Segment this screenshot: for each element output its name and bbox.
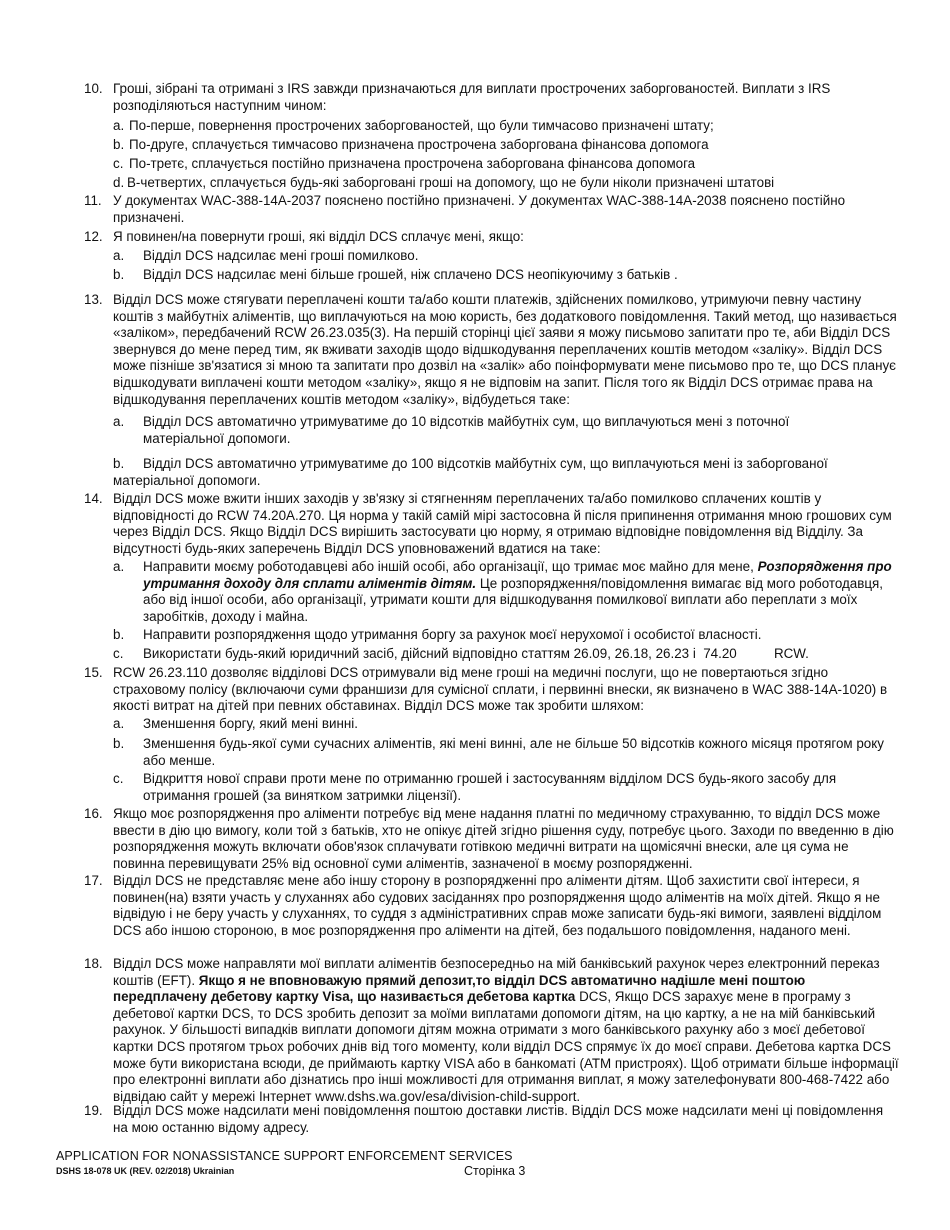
sub-label: b. [113, 736, 125, 751]
sub-text: По-третє, сплачується постійно призначена прострочена заборгована фінансова допомога [129, 156, 696, 171]
item-number: 13. [84, 292, 103, 307]
sub-text: Зменшення будь-якої суми сучасних аліментів, які мені винні, але не більше 50 відсотків кожного місяця протягом року або менше. [143, 736, 884, 768]
sub-item-14a [113, 559, 899, 625]
item-text-pre: Відділ DCS може направляти мої виплати аліментів безпосередньо на мій банківський рахунок через електронний переказ коштів (EFT). [113, 956, 880, 988]
sub-item-10d [113, 175, 899, 192]
item-text: Я повинен/на повернути гроші, які відділ DCS сплачує мені, якщо: [113, 229, 524, 244]
sub-text: Відкриття нової справи проти мене по отриманню грошей і застосуванням відділом DCS будь-якого засобу для отримання грошей (за винятком затримки ліцензії). [143, 771, 837, 803]
form-code: DSHS 18-078 UK (REV. 02/2018) Ukrainian [56, 1166, 235, 1176]
debit-card-notice-bold: Якщо я не вповноважую прямий депозит,то відділ DCS автоматично надішле мені поштою передплачену дебетову картку Visa, що називається дебетова картка [113, 972, 806, 1005]
sub-label: c. [113, 156, 124, 171]
sub-text: По-перше, повернення прострочених заборгованостей, що були тимчасово призначені штату; [129, 118, 714, 133]
sub-label: d. [113, 175, 125, 190]
sub-text: В-четвертих, сплачується будь-які заборговані гроші на допомогу, що не були ніколи призначені штатові [127, 175, 775, 190]
item-number: 10. [84, 81, 103, 96]
sub-text: По-друге, сплачується тимчасово призначена прострочена заборгована фінансова допомога [129, 137, 709, 152]
item-text: Відділ DCS може вжити інших заходів у зв'язку зі стягненням переплачених та/або помилково сплачених коштів у відповідності до RCW 74.20A.270. Ця норма у такій самій мірі застосовна й після припинення отримання мною грошових сум через Відділ DCS. Якщо Відділ DCS вирішить застосувати цю норму, я отримаю відповідне повідомлення від Відділу. За відсутності будь-яких заперечень Відділ DCS уповноважений вдатися на таке: [113, 491, 892, 556]
sub-label: c. [113, 646, 124, 661]
item-number: 19. [84, 1103, 103, 1118]
sub-text-pre: Направити моєму роботодавцеві або іншій особі, або організації, що тримає моє майно для мене, [143, 559, 758, 574]
list-item-11 [84, 193, 899, 226]
sub-text [143, 559, 899, 625]
sub-label: b. [113, 267, 125, 282]
sub-label: a. [113, 716, 125, 731]
list-item-19 [84, 1103, 899, 1136]
list-item-16 [84, 806, 899, 872]
sub-item-14b [113, 627, 899, 644]
sub-item-13b [113, 456, 899, 489]
item-number: 16. [84, 806, 103, 821]
sub-text: Відділ DCS автоматично утримуватиме до 100 відсотків майбутніх сум, що виплачуються мені із заборгованої матеріальної допомоги. [113, 456, 828, 488]
item-text: Гроші, зібрані та отримані з IRS завжди призначаються для виплати прострочених заборгованостей. Виплати з IRS розподіляються наступним чином: [113, 81, 831, 113]
item-text: У документах WAC-388-14A-2037 пояснено постійно призначені. У документах WAC-388-14A-2038 пояснено постійно призначені. [113, 193, 846, 225]
sub-item-14c [113, 646, 899, 663]
item-text: RCW 26.23.110 дозволяє відділові DCS отримували від мене гроші на медичні послуги, що не повертаються згідно страховому полісу (включаючи суми франшизи для сумісної сплати, і первинні внески, як визначено в WAC 388-14A-1020) в якості витрат на дітей при певних обставинах. Відділ DCS може так зробити шляхом: [113, 665, 888, 714]
sub-item-10a [113, 118, 899, 135]
item-text: Відділ DCS не представляє мене або іншу сторону в розпорядженні про аліменти дітям. Щоб захистити свої інтереси, я повинен(на) взяти участь у слуханнях або судових засіданнях про розпорядження щодо аліментів на моїх дітей. Якщо я не відвідую і не беру участь у слуханнях, то суддя з адміністративних справ може записати будь-які вимоги, заявлені відділом DCS або іншою стороною, в моє розпорядження про аліменти на дітей, без подальшого повідомлення, наданого мені. [113, 873, 882, 938]
order-title-bold: Розпорядження про утримання доходу для сплати аліментів дітям. [143, 559, 892, 591]
list-item-12 [84, 229, 899, 246]
sub-label: b. [113, 456, 125, 471]
sub-item-15c [113, 771, 899, 804]
item-number: 17. [84, 873, 103, 888]
item-number: 18. [84, 956, 103, 971]
sub-text: Направити розпорядження щодо утримання боргу за рахунок моєї нерухомої і особистої власності. [143, 627, 762, 642]
sub-label: b. [113, 627, 125, 642]
item-text [113, 956, 899, 1105]
sub-text: Зменшення боргу, який мені винні. [143, 716, 358, 731]
item-text: Відділ DCS може стягувати переплачені кошти та/або кошти платежів, здійснених помилково, утримуючи певну частину коштів з майбутніх аліментів, що виплачуються на мою користь, без додаткового повідомлення. Такий метод, що називається «заліком», передбачений RCW 26.23.035(3). На першій сторінці цієї заяви я можу письмово запитати про те, аби Відділ DCS звернувся до мене перед тим, як вживати заходів щодо відшкодування переплачених коштів методом «заліку». Відділ DCS може пізніше зв'язатися зі мною та запитати про дозвіл на «залік» або поінформувати мене письмово про те, що DCS планує відшкодувати виплачені кошти методом «заліку», якщо я не відповім на запит. Після того як Відділ DCS отримає права на відшкодування переплачених коштів методом «заліку», відбудеться таке: [113, 292, 897, 407]
list-item-13 [84, 292, 899, 408]
item-text: Відділ DCS може надсилати мені повідомлення поштою доставки листів. Відділ DCS може надсилати мені ці повідомлення на мою останню відому адресу. [113, 1103, 884, 1135]
sub-text: Використати будь-який юридичний засіб, дійсний відповідно статтям 26.09, 26.18, 26.23 і 74.20 RCW. [143, 646, 809, 661]
sub-label: a. [113, 118, 125, 133]
sub-label: b. [113, 137, 125, 152]
sub-text-post: Це розпорядження/повідомлення вимагає від мого роботодавця, або від іншої особи, або організації, утримати кошти для відшкодування помилкової виплати або переплати з моїх заробітків, доходу і майна. [143, 575, 884, 624]
list-item-18 [84, 956, 899, 1105]
item-number: 11. [84, 193, 102, 208]
list-item-15 [84, 665, 899, 715]
sub-label: c. [113, 771, 124, 786]
sub-text: Відділ DCS надсилає мені гроші помилково. [143, 248, 419, 263]
form-title: APPLICATION FOR NONASSISTANCE SUPPORT ENFORCEMENT SERVICES [56, 1149, 513, 1163]
sub-item-13a [113, 414, 899, 447]
list-item-14 [84, 491, 899, 557]
item-number: 15. [84, 665, 103, 680]
sub-item-10c [113, 156, 899, 173]
sub-label: a. [113, 414, 125, 429]
item-number: 12. [84, 229, 103, 244]
sub-text: Відділ DCS надсилає мені більше грошей, ніж сплачено DCS неопікуючиму з батьків . [143, 267, 678, 282]
list-item-17 [84, 873, 899, 939]
page-number: Сторінка 3 [464, 1164, 526, 1178]
item-text: Якщо моє розпорядження про аліменти потребує від мене надання платні по медичному страхуванню, то відділ DCS може ввести в дію цю вимогу, коли той з батьків, хто не опікує дітей згідно рішення суду, потребує цього. Заходи по введенню в дію розпорядження можуть включати обов'язок сплачувати готівкою медичні витрати на щомісячні внески, але ця сума не повинна перевищувати 25% від основної суми аліментів, зазначеної в моєму розпорядженні. [113, 806, 894, 871]
sub-item-15a [113, 716, 899, 733]
sub-label: a. [113, 248, 125, 263]
item-text-post: DCS, Якщо DCS зарахує мене в програму з дебетової картки DCS, то DCS зробить депозит за моїми виплатами допомоги дітям, на цю картку, а не на мій банківський рахунок. У більшості випадків виплати допомоги дітям можна отримати з мого банківського рахунку або з моєї дебетової картки DCS протягом трьох робочих днів від того моменту, коли відділ DCS спрямує їх до моєї справи. Дебетова картка DCS може бути використана всюди, де приймають картку VISA або в банкоматі (ATM пристроях). Щоб отримати більше інформації про електронні виплати або дізнатись про інші можливості для отримання виплат, я можу зателефонувати 800-468-7422 або відвідаю сайт у мережі Інтернет www.dshs.wa.gov/esa/division-child-support. [113, 989, 899, 1104]
sub-label: a. [113, 559, 125, 574]
item-number: 14. [84, 491, 103, 506]
sub-item-10b [113, 137, 899, 154]
sub-item-12b [113, 267, 899, 284]
sub-item-12a [113, 248, 899, 265]
list-item-10 [84, 81, 899, 114]
sub-item-15b [113, 736, 899, 769]
sub-text: Відділ DCS автоматично утримуватиме до 10 відсотків майбутніх сум, що виплачуються мені з поточної матеріальної допомоги. [143, 414, 790, 446]
